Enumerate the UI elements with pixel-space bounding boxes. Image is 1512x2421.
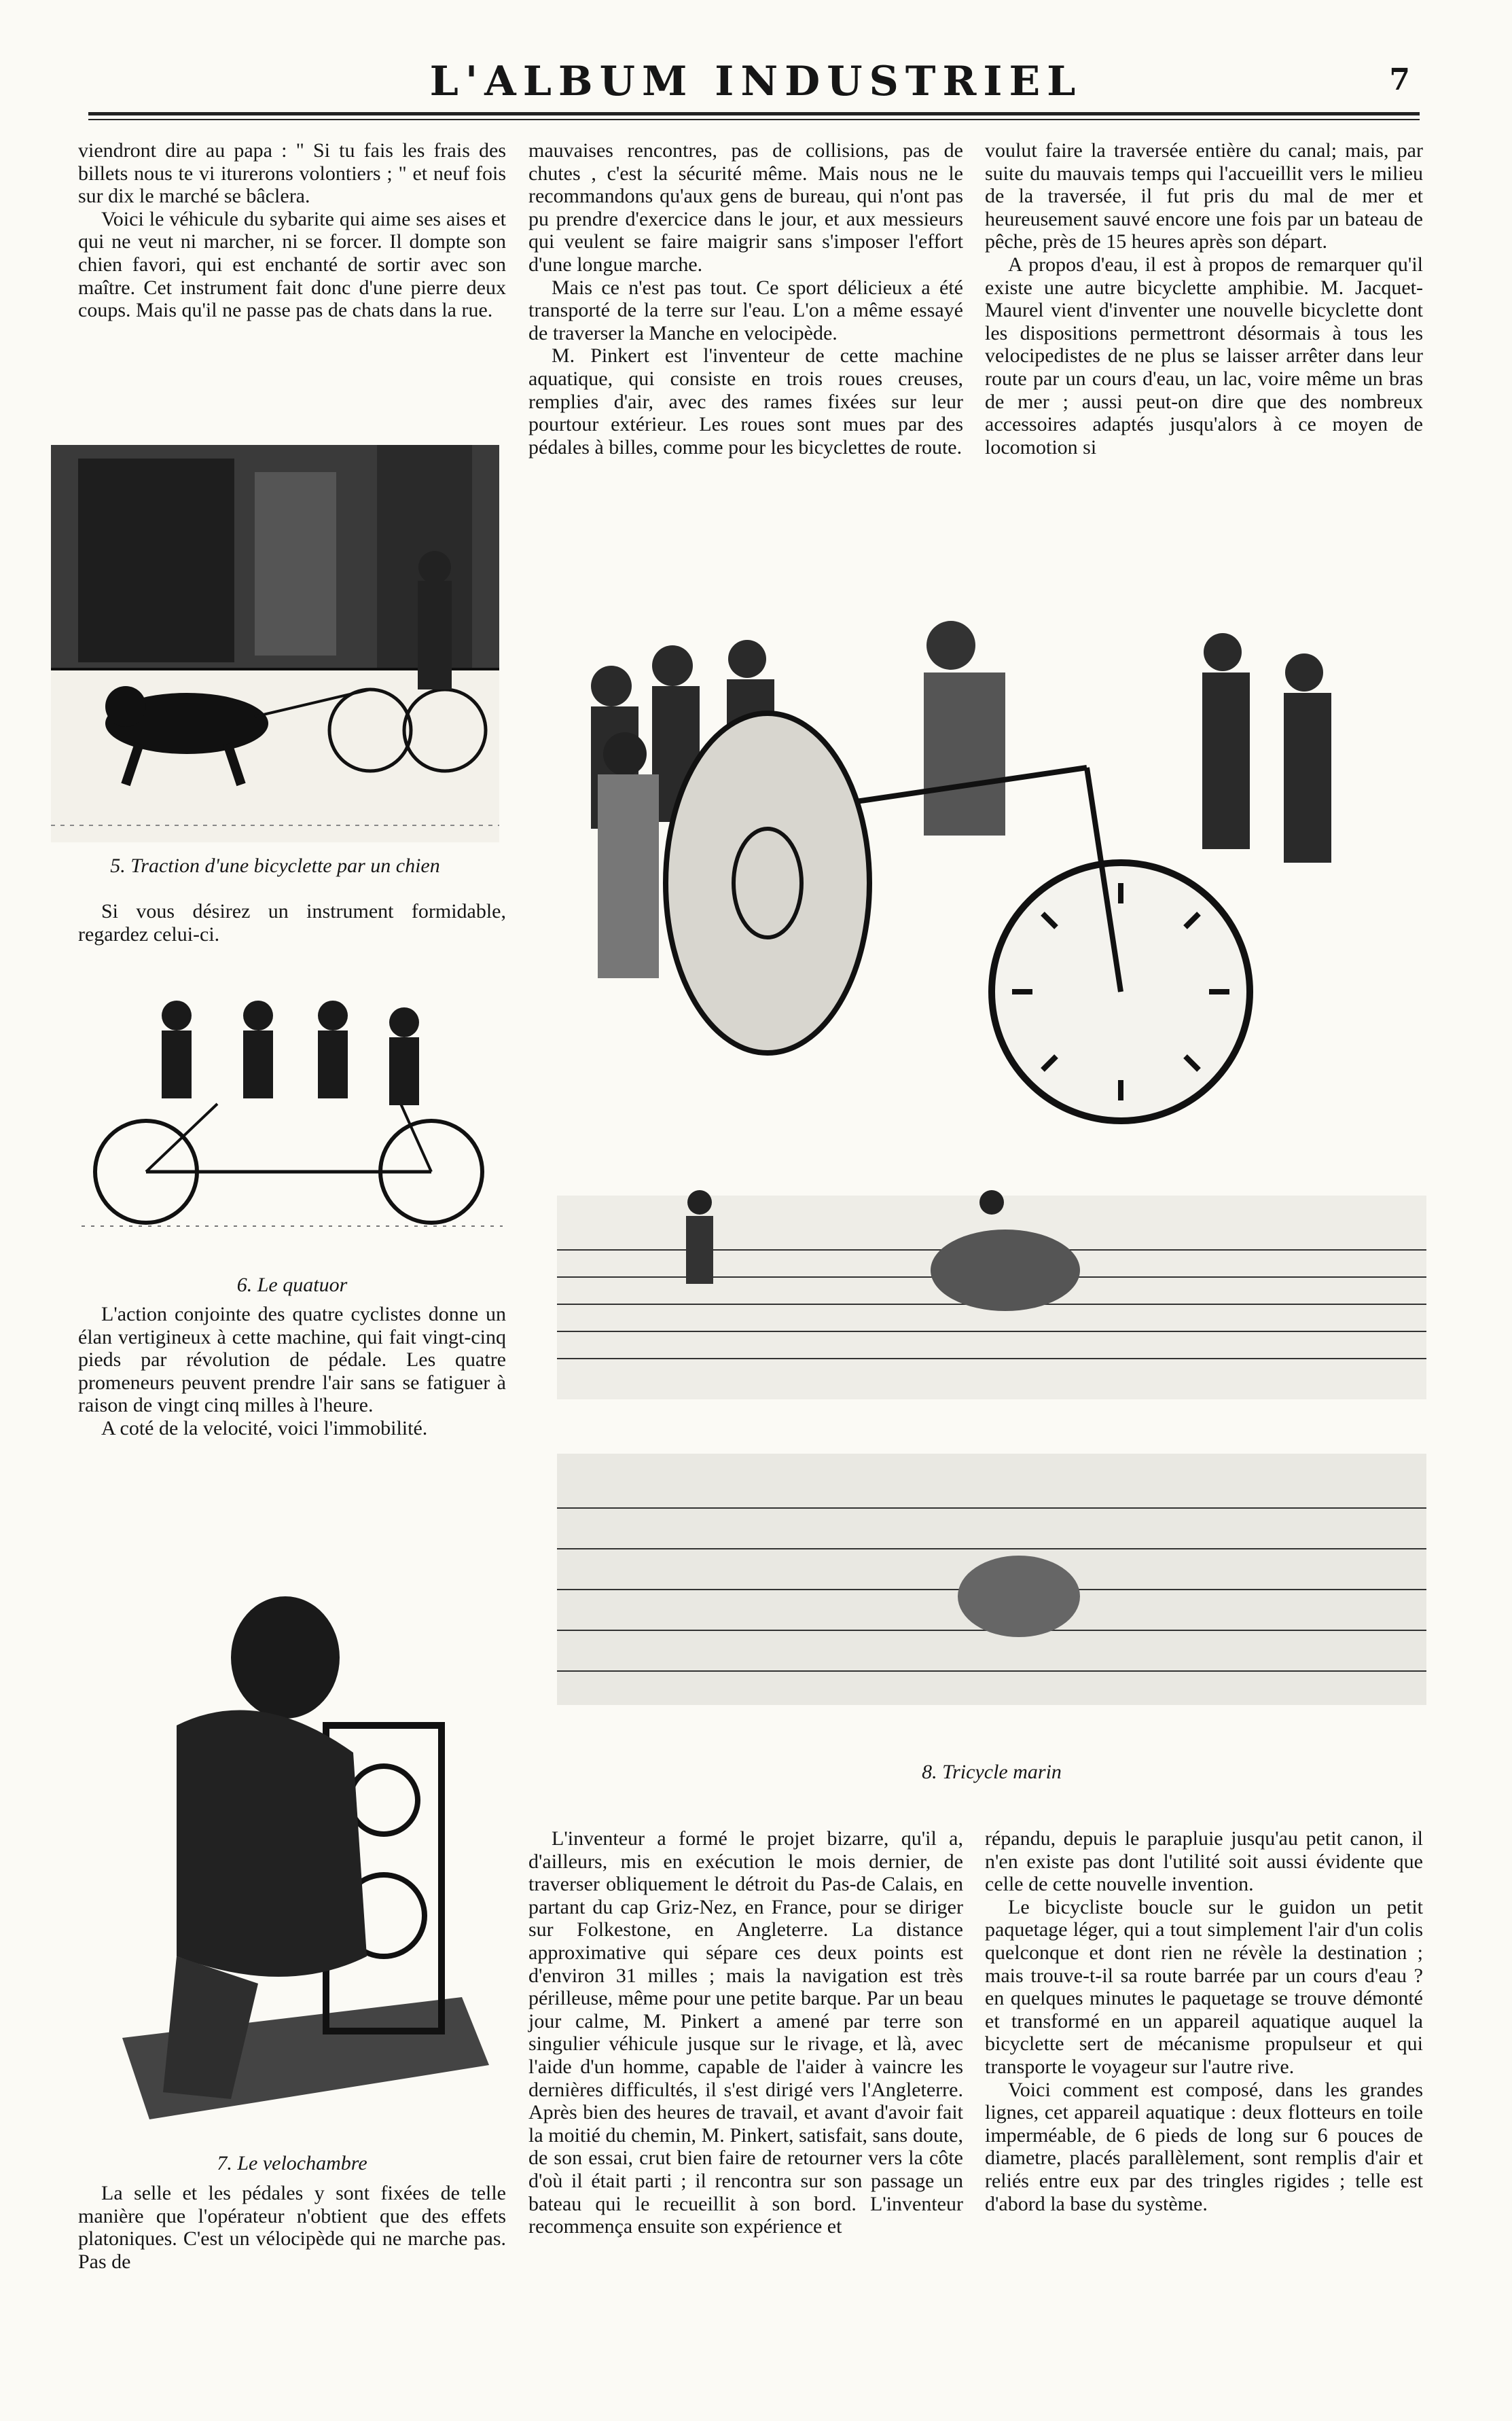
page-number: 7 [1389, 62, 1410, 97]
figure-quadruplet [82, 988, 503, 1233]
figure-8-caption: 8. Tricycle marin [922, 1761, 1062, 1783]
column-3-bottom [985, 1827, 1423, 2215]
figure-5-caption: 5. Traction d'une bicyclette par un chien [110, 855, 440, 877]
figure-7-caption: 7. Le velochambre [217, 2152, 367, 2174]
paragraph: A coté de la velocité, voici l'immobilité. [101, 1416, 428, 1439]
column-3-top [985, 139, 1423, 459]
header-rule-thin [88, 119, 1420, 120]
column-1-lower [78, 1303, 506, 1440]
paragraph: viendront dire au papa : " Si tu fais les frais des billets nous te vi iturerons volontiers ; " et neuf fois sur dix le marché se bâclera. [78, 139, 506, 208]
figure-6-caption: 6. Le quatuor [236, 1274, 348, 1296]
column-1-bottom [78, 2182, 506, 2273]
running-header-title: L'ALBUM INDUSTRIEL [429, 58, 1083, 105]
column-1-mid [78, 900, 506, 946]
paragraph: La selle et les pédales y sont fixées de telle manière que l'opérateur n'obtient que des effets platoniques. C'est un vélocipède qui ne marche pas. Pas de [78, 2182, 506, 2273]
column-2-bottom [528, 1827, 963, 2238]
paragraph: A propos d'eau, il est à propos de remarquer qu'il existe une autre bicyclette amphibie. M. Jacquet-Maurel vient d'inventer une nouvelle bicyclette dont les dispositions permettront désormais à tous les velocipedistes de ne plus se laisser arrêter dans leur route par un cours d'eau, un lac, voire même un bras de mer ; aussi peut-on dire que des nombreux accessoires adaptés jusqu'alors à ce moyen de locomotion si [985, 253, 1423, 459]
paragraph: L'inventeur a formé le projet bizarre, qu'il a, d'ailleurs, mis en exécution le mois dernier, de traverser obliquement le détroit du Pas-de Calais, en partant du cap Griz-Nez, en France, pour se diriger sur Folkestone, en Angleterre. La distance approximative qui sépare ces deux points est d'environ 31 milles ; mais la navigation est très périlleuse, même pour une petite barque. Par un beau jour calme, M. Pinkert a amené par terre son singulier véhicule jusque sur le rivage, et là, avec l'aide d'un homme, capable de l'aider à vaincre les dernières difficultés, il s'est dirigé vers l'Angleterre. Après bien des heures de travail, et avant d'avoir fait la moitié du chemin, M. Pinkert, satisfait, sans doute, de son essai, crut bien faire de retourner vers la côte d'où il était parti ; il rencontra sur son passage un bateau qui le recueillit à son bord. L'inventeur recommença ensuite son expérience et [528, 1827, 963, 2238]
column-2-top [528, 139, 963, 459]
paragraph: voulut faire la traversée entière du canal; mais, par suite du mauvais temps qui l'accueillit vers le milieu de la traversée, il fut pris du mal de mer et heureusement sauvé encore une fois par un bateau de pêche, près de 15 heures après son départ. [985, 139, 1423, 253]
paragraph: répandu, depuis le parapluie jusqu'au petit canon, il n'en existe pas dont l'utilité soit aussi évidente que celle de cette nouvelle invention. [985, 1827, 1423, 1896]
quadruplet-illustration [82, 988, 503, 1233]
figure-velochambre [82, 1576, 503, 2133]
figure-tricycle-marin [557, 598, 1426, 1753]
paragraph: mauvaises rencontres, pas de collisions, pas de chutes , c'est la sécurité même. Mais nous ne le recommandons qu'aux gens de bureau, qui n'ont pas pu prendre d'exercice dans le jour, et aux messieurs qui veulent se faire maigrir sans s'imposer l'effort d'une longue marche. [528, 139, 963, 276]
paragraph: Si vous désirez un instrument formidable, regardez celui-ci. [78, 900, 506, 946]
paragraph: Voici comment est composé, dans les grandes lignes, cet appareil aquatique : deux flotteurs en toile imperméable, de 6 pieds de long sur 6 pouces de diametre, placés parallèlement, sont remplis d'air et reliés entre eux par des tringles rigides ; telle est d'abord la base du système. [985, 2078, 1423, 2215]
figure-dog-bicycle [51, 445, 499, 842]
column-1-top [78, 139, 506, 322]
dog-bicycle-illustration [51, 445, 499, 842]
paragraph: Mais ce n'est pas tout. Ce sport délicieux a été transporté de la terre sur l'eau. L'on a même essayé de traverser la Manche en velocipède. [528, 276, 963, 344]
paragraph: M. Pinkert est l'inventeur de cette machine aquatique, qui consiste en trois roues creuses, remplies d'air, avec des rames fixées sur leur pourtour extérieur. Les roues sont mues par des pédales à billes, comme pour les bicyclettes de route. [528, 344, 963, 459]
paragraph: Le bicycliste boucle sur le guidon un petit paquetage léger, qui a tout simplement l'air d'un colis quelconque et dont rien ne révèle la destination ; mais trouve-t-il sa route barrée par un cours d'eau ? en quelques minutes le paquetage se trouve démonté et transformé en un appareil aquatique auquel la bicyclette sert de mécanisme propulseur et qui transporte le voyageur sur l'autre rive. [985, 1895, 1423, 2078]
paragraph: L'action conjointe des quatre cyclistes donne un élan vertigineux à cette machine, qui fait vingt-cinq pieds par révolution de pédale. Les quatre promeneurs peuvent prendre l'air sans se fatiguer à raison de vingt cinq milles à l'heure. [78, 1303, 506, 1417]
header-rule [88, 112, 1420, 115]
velochambre-illustration [82, 1576, 503, 2133]
tricycle-marin-illustration [557, 598, 1426, 1753]
paragraph: Voici le véhicule du sybarite qui aime ses aises et qui ne veut ni marcher, ni se forcer. Il dompte son chien favori, qui est enchanté de sortir avec son maître. Cet instrument fait donc d'une pierre deux coups. Mais qu'il ne passe pas de chats dans la rue. [78, 207, 506, 322]
